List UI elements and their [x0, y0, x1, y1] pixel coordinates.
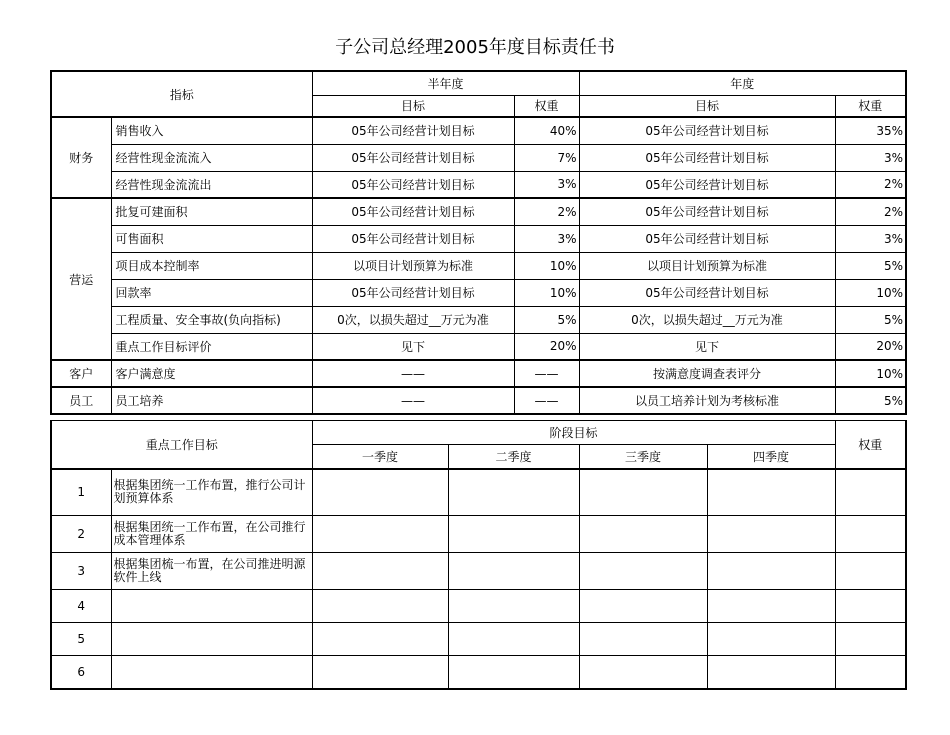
year-weight: 20%	[835, 333, 906, 360]
row-number: 3	[51, 553, 111, 590]
table-row	[51, 225, 906, 252]
header-weight: 权重	[835, 421, 906, 469]
q3-cell[interactable]	[579, 623, 707, 656]
half-weight: 40%	[514, 117, 579, 144]
indicator-name: 回款率	[111, 279, 312, 306]
table-row	[51, 469, 906, 516]
table-row	[51, 387, 906, 414]
q3-cell[interactable]	[579, 590, 707, 623]
row-number: 5	[51, 623, 111, 656]
category-operations: 营运	[51, 198, 111, 360]
half-weight: 5%	[514, 306, 579, 333]
year-target: 按满意度调查表评分	[579, 360, 835, 387]
indicator-name: 可售面积	[111, 225, 312, 252]
year-target: 以员工培养计划为考核标准	[579, 387, 835, 414]
year-target: 05年公司经营计划目标	[579, 198, 835, 225]
half-target: 05年公司经营计划目标	[312, 144, 514, 171]
half-target: 05年公司经营计划目标	[312, 198, 514, 225]
year-weight: 10%	[835, 360, 906, 387]
header-year: 年度	[579, 71, 906, 95]
weight-cell[interactable]	[835, 516, 906, 553]
year-weight: 10%	[835, 279, 906, 306]
table-row	[51, 279, 906, 306]
year-weight: 2%	[835, 198, 906, 225]
table-row	[51, 144, 906, 171]
key-work-text[interactable]	[111, 590, 312, 623]
indicator-name: 工程质量、安全事故(负向指标)	[111, 306, 312, 333]
half-weight: ——	[514, 387, 579, 414]
table-row	[51, 553, 906, 590]
indicator-name: 客户满意度	[111, 360, 312, 387]
year-target: 05年公司经营计划目标	[579, 171, 835, 198]
q2-cell[interactable]	[448, 623, 579, 656]
year-target: 0次，以损失超过__万元为准	[579, 306, 835, 333]
header-q4: 四季度	[707, 445, 835, 469]
category-customer: 客户	[51, 360, 111, 387]
year-weight: 2%	[835, 171, 906, 198]
q1-cell[interactable]	[312, 590, 448, 623]
half-target: 见下	[312, 333, 514, 360]
half-target: 05年公司经营计划目标	[312, 225, 514, 252]
header-key-work: 重点工作目标	[51, 421, 312, 469]
row-number: 4	[51, 590, 111, 623]
q2-cell[interactable]	[448, 590, 579, 623]
header-half-year: 半年度	[312, 71, 579, 95]
half-target: ——	[312, 360, 514, 387]
header-year-target: 目标	[579, 95, 835, 117]
q1-cell[interactable]	[312, 553, 448, 590]
q1-cell[interactable]	[312, 656, 448, 689]
table-row	[51, 623, 906, 656]
table-row	[51, 656, 906, 689]
q4-cell[interactable]	[707, 553, 835, 590]
q4-cell[interactable]	[707, 656, 835, 689]
q2-cell[interactable]	[448, 516, 579, 553]
q4-cell[interactable]	[707, 623, 835, 656]
table-row	[51, 171, 906, 198]
half-weight: 3%	[514, 171, 579, 198]
q3-cell[interactable]	[579, 553, 707, 590]
q4-cell[interactable]	[707, 469, 835, 516]
q2-cell[interactable]	[448, 469, 579, 516]
weight-cell[interactable]	[835, 623, 906, 656]
weight-cell[interactable]	[835, 469, 906, 516]
weight-cell[interactable]	[835, 656, 906, 689]
half-weight: 2%	[514, 198, 579, 225]
half-weight: 3%	[514, 225, 579, 252]
header-indicator: 指标	[51, 71, 312, 117]
half-target: 05年公司经营计划目标	[312, 171, 514, 198]
table-row	[51, 306, 906, 333]
half-target: 0次，以损失超过__万元为准	[312, 306, 514, 333]
indicator-name: 经营性现金流流入	[111, 144, 312, 171]
q3-cell[interactable]	[579, 656, 707, 689]
year-weight: 5%	[835, 387, 906, 414]
table-row	[51, 516, 906, 553]
half-weight: 10%	[514, 252, 579, 279]
table-row	[51, 198, 906, 225]
weight-cell[interactable]	[835, 590, 906, 623]
category-employee: 员工	[51, 387, 111, 414]
q2-cell[interactable]	[448, 656, 579, 689]
table-row	[51, 117, 906, 144]
table-row	[51, 590, 906, 623]
q1-cell[interactable]	[312, 469, 448, 516]
key-work-table	[50, 420, 907, 690]
page-title: 子公司总经理2005年度目标责任书	[335, 37, 615, 58]
year-target: 05年公司经营计划目标	[579, 117, 835, 144]
indicator-name: 员工培养	[111, 387, 312, 414]
indicator-name: 批复可建面积	[111, 198, 312, 225]
q3-cell[interactable]	[579, 516, 707, 553]
q3-cell[interactable]	[579, 469, 707, 516]
year-weight: 5%	[835, 306, 906, 333]
half-target: 以项目计划预算为标准	[312, 252, 514, 279]
half-target: 05年公司经营计划目标	[312, 117, 514, 144]
key-work-text: 根据集团统一工作布置，推行公司计划预算体系	[111, 469, 312, 516]
indicator-name: 经营性现金流流出	[111, 171, 312, 198]
key-work-text: 根据集团统一工作布置，在公司推行成本管理体系	[111, 516, 312, 553]
year-weight: 5%	[835, 252, 906, 279]
year-target: 05年公司经营计划目标	[579, 144, 835, 171]
header-year-weight: 权重	[835, 95, 906, 117]
row-number: 6	[51, 656, 111, 689]
header-half-weight: 权重	[514, 95, 579, 117]
header-q2: 二季度	[448, 445, 579, 469]
key-work-text[interactable]	[111, 656, 312, 689]
year-weight: 35%	[835, 117, 906, 144]
key-work-text[interactable]	[111, 623, 312, 656]
table-row	[51, 252, 906, 279]
half-weight: 10%	[514, 279, 579, 306]
table-row	[51, 360, 906, 387]
indicator-name: 项目成本控制率	[111, 252, 312, 279]
year-target: 见下	[579, 333, 835, 360]
half-weight: ——	[514, 360, 579, 387]
q1-cell[interactable]	[312, 516, 448, 553]
weight-cell[interactable]	[835, 553, 906, 590]
year-target: 05年公司经营计划目标	[579, 225, 835, 252]
row-number: 2	[51, 516, 111, 553]
year-weight: 3%	[835, 225, 906, 252]
indicator-table	[50, 70, 907, 415]
table-row	[51, 333, 906, 360]
category-finance: 财务	[51, 117, 111, 198]
header-q3: 三季度	[579, 445, 707, 469]
half-target: ——	[312, 387, 514, 414]
row-number: 1	[51, 469, 111, 516]
indicator-name: 销售收入	[111, 117, 312, 144]
header-half-target: 目标	[312, 95, 514, 117]
year-weight: 3%	[835, 144, 906, 171]
q4-cell[interactable]	[707, 516, 835, 553]
q2-cell[interactable]	[448, 553, 579, 590]
half-target: 05年公司经营计划目标	[312, 279, 514, 306]
year-target: 05年公司经营计划目标	[579, 279, 835, 306]
q4-cell[interactable]	[707, 590, 835, 623]
q1-cell[interactable]	[312, 623, 448, 656]
indicator-name: 重点工作目标评价	[111, 333, 312, 360]
half-weight: 7%	[514, 144, 579, 171]
half-weight: 20%	[514, 333, 579, 360]
key-work-text: 根据集团梳一布置，在公司推进明源软件上线	[111, 553, 312, 590]
header-q1: 一季度	[312, 445, 448, 469]
header-stage-target: 阶段目标	[312, 421, 835, 445]
year-target: 以项目计划预算为标准	[579, 252, 835, 279]
